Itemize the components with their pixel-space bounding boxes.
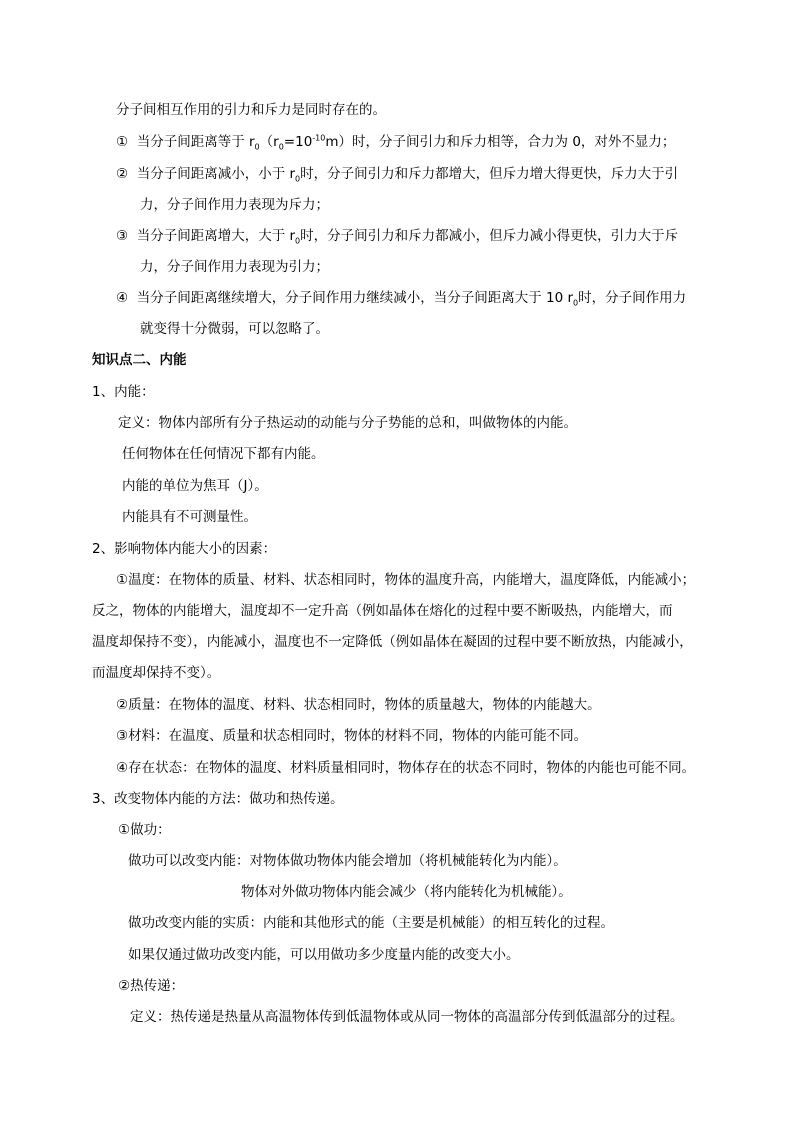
list-item-1 <box>116 134 675 150</box>
intro-line: 分子间相互作用的引力和斥力是同时存在的。 <box>116 102 386 118</box>
text-line: 做功可以改变内能：对物体做功物体内能会增加（将机械能转化为内能）。 <box>128 853 567 869</box>
item-marker: ① <box>116 134 129 150</box>
subsection-title-2: 2、影响物体内能大小的因素： <box>92 541 277 557</box>
text-line: ②热传递： <box>118 978 185 994</box>
text-line: 如果仅通过做功改变内能，可以用做功多少度量内能的改变大小。 <box>128 947 520 963</box>
item-text: 时，分子间引力和斥力都减小，但斥力减小得更快，引力大于斥 <box>300 228 679 244</box>
text-line: ③材料：在温度、质量和状态相同时，物体的材料不同，物体的内能可能不同。 <box>116 728 588 744</box>
superscript: -10 <box>312 133 326 143</box>
list-item-2-continuation: 力，分子间作用力表现为斥力； <box>140 197 329 213</box>
item-text: =10 <box>283 134 313 150</box>
text-line: ①温度：在物体的质量、材料、状态相同时，物体的温度升高，内能增大，温度降低，内能减小； <box>116 572 696 588</box>
item-text: 时，分子间引力和斥力都增大，但斥力增大得更快，斥力大于引 <box>300 166 679 182</box>
text-line: 而温度却保持不变）。 <box>92 665 221 681</box>
text-line: 任何物体在任何情况下都有内能。 <box>122 446 325 462</box>
list-item-2 <box>116 166 678 182</box>
text-line: 物体对外做功物体内能会减少（将内能转化为机械能）。 <box>241 884 572 900</box>
text-line: 内能具有不可测量性。 <box>122 509 257 525</box>
text-line: 定义：热传递是热量从高温物体传到低温物体或从同一物体的高温部分传到低温部分的过程。 <box>130 1009 684 1025</box>
item-marker: ④ <box>116 290 129 306</box>
text-line: ④存在状态：在物体的温度、材料质量相同时，物体存在的状态不同时，物体的内能也可能不同。 <box>116 760 696 776</box>
text-line: 反之，物体的内能增大，温度却不一定升高（例如晶体在熔化的过程中要不断吸热，内能增大，而 <box>92 603 673 619</box>
subscript: 0 <box>295 174 301 184</box>
list-item-4 <box>116 290 686 306</box>
subsection-title-3: 3、改变物体内能的方法：做功和热传递。 <box>92 791 344 807</box>
item-text: 当分子间距离增大，大于 r <box>136 228 296 244</box>
item-marker: ② <box>116 166 129 182</box>
item-text: 当分子间距离继续增大，分子间作用力继续减小，当分子间距离大于 10 r <box>136 290 574 306</box>
item-text: m）时，分子间引力和斥力相等，合力为 0，对外不显力； <box>325 134 676 150</box>
item-text: 当分子间距离等于 r <box>136 134 255 150</box>
item-text: 时，分子间作用力 <box>578 290 687 306</box>
text-line: 做功改变内能的实质：内能和其他形式的能（主要是机械能）的相互转化的过程。 <box>128 915 614 931</box>
definition-line: 定义：物体内部所有分子热运动的动能与分子势能的总和，叫做物体的内能。 <box>118 415 577 431</box>
subsection-title-1: 1、内能： <box>92 384 155 400</box>
list-item-3-continuation: 力，分子间作用力表现为引力； <box>140 259 329 275</box>
text-line: ②质量：在物体的温度、材料、状态相同时，物体的质量越大，物体的内能越大。 <box>116 697 601 713</box>
list-item-3 <box>116 228 678 244</box>
subscript: 0 <box>278 142 284 152</box>
subscript: 0 <box>254 142 260 152</box>
subscript: 0 <box>573 298 579 308</box>
text-line: ①做功： <box>118 822 171 838</box>
section-heading: 知识点二、内能 <box>92 352 187 368</box>
item-text: 当分子间距离减小，小于 r <box>136 166 296 182</box>
item-marker: ③ <box>116 228 129 244</box>
subscript: 0 <box>295 236 301 246</box>
list-item-4-continuation: 就变得十分微弱，可以忽略了。 <box>140 321 329 337</box>
item-text: （r <box>259 134 279 150</box>
text-line: 内能的单位为焦耳（J）。 <box>122 478 268 494</box>
text-line: 温度却保持不变），内能减小，温度也不一定降低（例如晶体在凝固的过程中要不断放热，内能减小， <box>92 634 693 650</box>
